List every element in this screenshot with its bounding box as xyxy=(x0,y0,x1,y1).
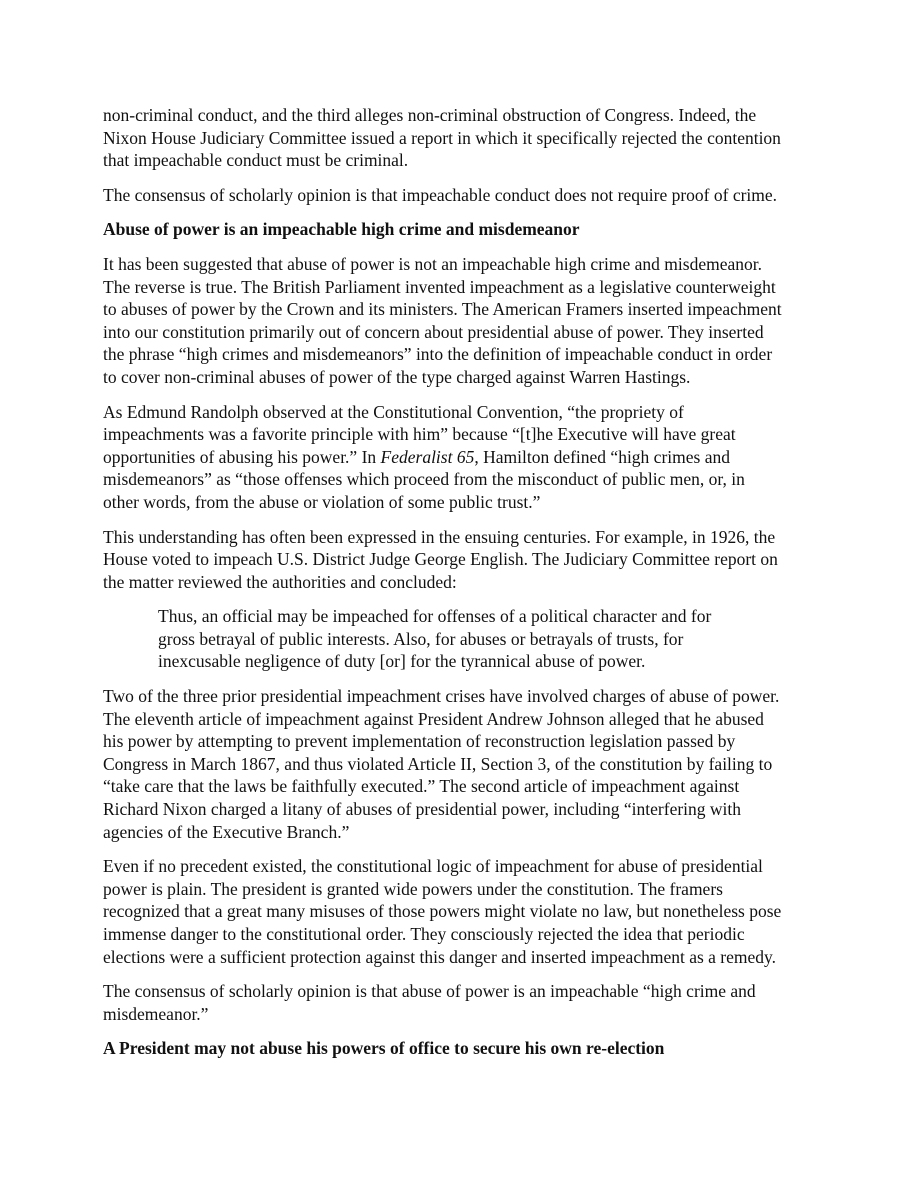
text-line: misdemeanor.” xyxy=(103,1003,209,1024)
document-page xyxy=(103,104,819,1072)
paragraph-criminal-conduct xyxy=(103,104,819,172)
quote-line: Thus, an official may be impeached for offenses of a political character and for xyxy=(158,606,712,627)
text-line: his power by attempting to prevent implementation of reconstruction legislation passed by xyxy=(103,731,736,752)
text-line: immense danger to the constitutional order. They consciously rejected the idea that periodic xyxy=(103,924,745,944)
text-fragment: opportunities of abusing his power.” In xyxy=(103,446,381,467)
text-line: As Edmund Randolph observed at the Constitutional Convention, “the propriety of xyxy=(103,401,684,422)
text-line: power is plain. The president is granted wide powers under the constitution. The framers xyxy=(103,878,723,899)
text-line: The reverse is true. The British Parliament invented impeachment as a legislative counterweight xyxy=(103,276,776,297)
text-fragment: , Hamilton defined “high crimes and xyxy=(474,446,730,467)
text-line: agencies of the Executive Branch.” xyxy=(103,821,350,842)
text-line: Even if no precedent existed, the constitutional logic of impeachment for abuse of presidential xyxy=(103,856,763,877)
federalist-citation: Federalist 65 xyxy=(380,446,475,467)
text-line: The eleventh article of impeachment against President Andrew Johnson alleged that he abused xyxy=(103,708,764,729)
text-line: other words, from the abuse or violation of some public trust.” xyxy=(103,491,541,512)
paragraph-consensus-crime xyxy=(103,184,819,207)
text-line: impeachments was a favorite principle with him” because “[t]he Executive will have great xyxy=(103,424,736,445)
text-line: the matter reviewed the authorities and concluded: xyxy=(103,571,457,592)
text-line: The consensus of scholarly opinion is that abuse of power is an impeachable “high crime and xyxy=(103,981,756,1002)
text-line: The consensus of scholarly opinion is that impeachable conduct does not require proof of crime. xyxy=(103,184,778,205)
text-line: This understanding has often been expressed in the ensuing centuries. For example, in 1926, the xyxy=(103,526,776,547)
text-line: Congress in March 1867, and thus violated Article II, Section 3, of the constitution by failing to xyxy=(103,753,773,774)
text-line: to abuses of power by the Crown and its ministers. The American Framers inserted impeachment xyxy=(103,299,782,320)
text-line: the phrase “high crimes and misdemeanors” into the definition of impeachable conduct in order xyxy=(103,344,773,365)
section-heading-abuse-of-power: Abuse of power is an impeachable high crime and misdemeanor xyxy=(103,219,580,240)
text-line: into our constitution primarily out of concern about presidential abuse of power. They inserted xyxy=(103,321,764,342)
text-line: elections were a sufficient protection against this danger and inserted impeachment as a remedy. xyxy=(103,946,777,967)
text-line xyxy=(103,446,819,469)
block-quote-judiciary-report xyxy=(158,605,758,673)
paragraph-abuse-suggested xyxy=(103,253,819,389)
text-line: non-criminal conduct, and the third alleges non-criminal obstruction of Congress. Indeed, the xyxy=(103,105,757,125)
paragraph-randolph xyxy=(103,401,819,514)
text-line: to cover non-criminal abuses of power of the type charged against Warren Hastings. xyxy=(103,366,691,387)
paragraph-english-impeachment xyxy=(103,526,819,594)
text-line: recognized that a great many misuses of those powers might violate no law, but nonetheless pose xyxy=(103,901,782,922)
text-line: that impeachable conduct must be criminal. xyxy=(103,150,409,171)
text-line: Two of the three prior presidential impeachment crises have involved charges of abuse of power. xyxy=(103,686,780,707)
quote-line: gross betrayal of public interests. Also, for abuses or betrayals of trusts, for xyxy=(158,628,684,649)
text-line: Richard Nixon charged a litany of abuses of presidential power, including “interfering with xyxy=(103,799,742,820)
paragraph-prior-impeachments xyxy=(103,685,819,843)
text-line: It has been suggested that abuse of power is not an impeachable high crime and misdemeanor. xyxy=(103,253,762,274)
text-line: “take care that the laws be faithfully executed.” The second article of impeachment against xyxy=(103,776,740,797)
section-heading-re-election: A President may not abuse his powers of office to secure his own re-election xyxy=(103,1038,665,1059)
paragraph-constitutional-logic xyxy=(103,855,819,968)
paragraph-consensus-abuse xyxy=(103,980,819,1025)
text-line: misdemeanors” as “those offenses which proceed from the misconduct of public men, or, in xyxy=(103,469,745,490)
text-line: Nixon House Judiciary Committee issued a report in which it specifically rejected the contention xyxy=(103,127,781,148)
quote-line: inexcusable negligence of duty [or] for the tyrannical abuse of power. xyxy=(158,651,646,672)
text-line: House voted to impeach U.S. District Judge George English. The Judiciary Committee report on xyxy=(103,549,778,570)
